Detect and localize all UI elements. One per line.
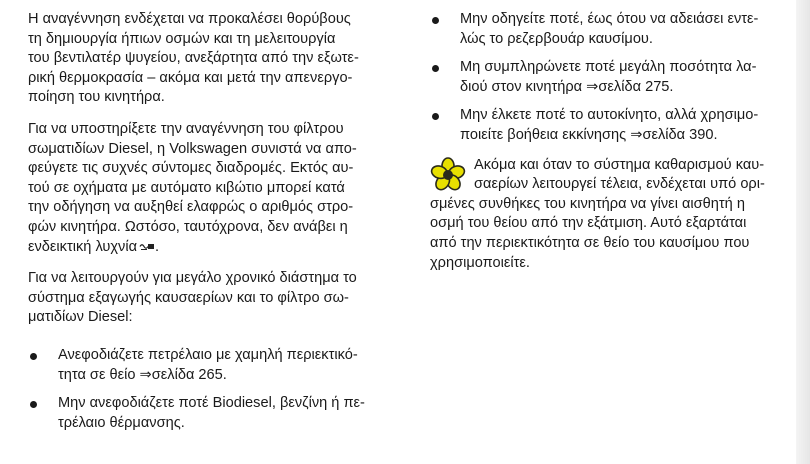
right-column [430, 10, 788, 273]
text-line: ματιδίων Diesel: [28, 309, 133, 326]
right-bullet-list [430, 10, 788, 146]
text-fragment: ενδεικτική λυχνία [28, 238, 138, 255]
text-line: τητα σε θείο ⇒σελίδα 265. [58, 366, 227, 383]
bullet-dot [432, 113, 439, 120]
glow-plug-warning-icon [139, 242, 155, 251]
text-line: Για να λειτουργούν για μεγάλο χρονικό διάστημα το [28, 270, 357, 287]
text-line: από την περιεκτικότητα σε θείο του καυσίμου που [430, 234, 750, 251]
list-item [430, 10, 788, 49]
text-line: Ανεφοδιάζετε πετρέλαιο με χαμηλή περιεκτικό- [58, 346, 358, 363]
left-column [28, 10, 400, 442]
text-line: φεύγετε τις συχνές σύντομες διαδρομές. Εκτός αυ- [28, 160, 354, 177]
filter-support-paragraph [28, 120, 400, 257]
text-line: Μην ανεφοδιάζετε ποτέ Biodiesel, βενζίνη ή πε- [58, 395, 365, 412]
text-line: διού στον κινητήρα ⇒σελίδα 275. [460, 78, 674, 95]
list-item [28, 346, 400, 385]
text-line: τρέλαιο θέρμανσης. [58, 414, 185, 431]
text-line: λώς το ρεζερβουάρ καυσίμου. [460, 30, 653, 47]
text-line: χρησιμοποιείτε. [430, 254, 530, 271]
bullet-dot [432, 17, 439, 24]
text-line: Μην έλκετε ποτέ το αυτοκίνητο, αλλά χρησιμο- [460, 107, 759, 124]
text-line: ρική θερμοκρασία – ακόμα και μετά την απενεργο- [28, 69, 353, 86]
environment-note [430, 156, 788, 274]
environment-flower-icon [430, 157, 468, 193]
bullet-dot [30, 353, 37, 360]
text-line: σμένες συνθήκες του κινητήρα να γίνει αισθητή η [430, 195, 745, 212]
text-line: σαερίων λειτουργεί τέλεια, ενδέχεται υπό ορι- [474, 176, 765, 193]
page-edge-shadow [796, 0, 810, 464]
list-item [430, 58, 788, 97]
list-item [28, 394, 400, 433]
text-line: Για να υποστηρίξετε την αναγέννηση του φίλτρου [28, 120, 344, 137]
text-line: Μην οδηγείτε ποτέ, έως ότου να αδειάσει εντε- [460, 11, 759, 27]
text-line: τη δημιουργία ήπιων οσμών και τη μελειτουργία [28, 30, 336, 47]
text-line: ποίηση του κινητήρα. [28, 89, 165, 106]
bullet-dot [432, 65, 439, 72]
regeneration-paragraph [28, 10, 400, 108]
text-line: την οδήγηση να αυξηθεί ελαφρώς ο αριθμός στρο- [28, 199, 354, 216]
text-line: οσμή του θείου από την εξάτμιση. Αυτό εξαρτάται [430, 215, 747, 232]
text-line-with-icon: ενδεικτική λυχνία . [28, 238, 160, 255]
text-line: Η αναγέννηση ενδέχεται να προκαλέσει θορύβους [28, 11, 351, 27]
list-item [430, 106, 788, 145]
text-line: τού σε οχήματα με αυτόματο κιβώτιο μπορεί κατά [28, 179, 345, 196]
text-line: Μη συμπληρώνετε ποτέ μεγάλη ποσότητα λα- [460, 59, 757, 76]
left-bullet-list [28, 346, 400, 433]
text-line: Ακόμα και όταν το σύστημα καθαρισμού καυ- [474, 156, 765, 173]
text-line: ποιείτε βοήθεια εκκίνησης ⇒σελίδα 390. [460, 126, 718, 143]
text-line: σύστημα εξαγωγής καυσαερίων και το φίλτρο σω- [28, 289, 349, 306]
longevity-paragraph [28, 269, 400, 328]
text-line: του βεντιλατέρ ψυγείου, ανεξάρτητα από την εξωτε- [28, 50, 359, 67]
bullet-dot [30, 401, 37, 408]
text-line: σωματιδίων Diesel, η Volkswagen συνιστά να απο- [28, 140, 357, 157]
text-line: φών κινητήρα. Ωστόσο, ταυτόχρονα, δεν ανάβει η [28, 218, 348, 235]
